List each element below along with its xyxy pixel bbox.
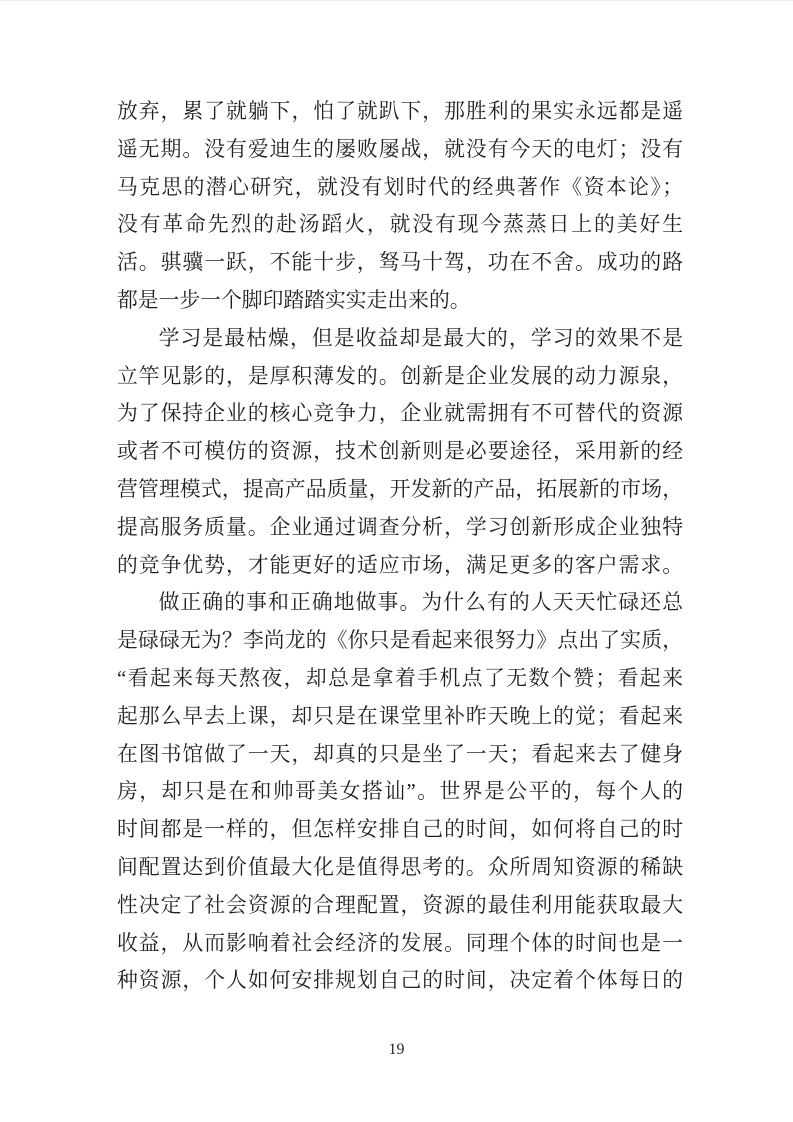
text-line: 间配置达到价值最大化是值得思考的。众所周知资源的稀缺 — [117, 855, 683, 879]
text-line: 学习是最枯燥，但是收益却是最大的，学习的效果不是 — [158, 326, 683, 350]
text-line: 没有革命先烈的赴汤蹈火，就没有现今蒸蒸日上的美好生 — [117, 213, 683, 237]
text-line: 或者不可模仿的资源，技术创新则是必要途径，采用新的经 — [117, 440, 683, 464]
text-line: 房，却只是在和帅哥美女搭讪”。世界是公平的，每个人的 — [117, 780, 683, 804]
text-line: 是碌碌无为？李尚龙的《你只是看起来很努力》点出了实质， — [117, 629, 683, 653]
text-line: 时间都是一样的，但怎样安排自己的时间，如何将自己的时 — [117, 818, 683, 842]
text-line: 做正确的事和正确地做事。为什么有的人天天忙碌还总 — [158, 591, 683, 615]
text-line: 遥无期。没有爱迪生的屡败屡战，就没有今天的电灯；没有 — [117, 137, 683, 161]
text-line: 收益，从而影响着社会经济的发展。同理个体的时间也是一 — [117, 931, 683, 955]
text-line: 立竿见影的，是厚积薄发的。创新是企业发展的动力源泉， — [117, 364, 683, 388]
text-line: 种资源，个人如何安排规划自己的时间，决定着个体每日的 — [117, 969, 683, 993]
text-line: 性决定了社会资源的合理配置，资源的最佳利用能获取最大 — [117, 893, 683, 917]
text-line: 提高服务质量。企业通过调查分析，学习创新形成企业独特 — [117, 515, 683, 539]
text-line: 活。骐骥一跃，不能十步，驽马十驾，功在不舍。成功的路 — [117, 251, 683, 275]
text-line: 的竞争优势，才能更好的适应市场，满足更多的客户需求。 — [117, 553, 683, 577]
paragraph — [117, 584, 683, 1000]
text-line: 马克思的潜心研究，就没有划时代的经典著作《资本论》； — [117, 175, 683, 199]
paragraph — [117, 93, 683, 320]
text-line: 放弃，累了就躺下，怕了就趴下，那胜利的果实永远都是遥 — [117, 100, 683, 123]
scan-edge-line — [0, 0, 793, 1]
text-line: 营管理模式，提高产品质量，开发新的产品，拓展新的市场， — [117, 477, 683, 501]
text-line: 在图书馆做了一天，却真的只是坐了一天；看起来去了健身 — [117, 742, 683, 766]
text-line: “看起来每天熬夜，却总是拿着手机点了无数个赞；看起来 — [117, 666, 683, 690]
page-number: 19 — [388, 1041, 405, 1058]
paragraph — [117, 320, 683, 585]
text-line: 为了保持企业的核心竞争力，企业就需拥有不可替代的资源 — [117, 402, 683, 426]
document-body — [117, 93, 683, 1000]
text-line: 起那么早去上课，却只是在课堂里补昨天晚上的觉；看起来 — [117, 704, 683, 728]
text-line: 都是一步一个脚印踏踏实实走出来的。 — [117, 288, 471, 312]
